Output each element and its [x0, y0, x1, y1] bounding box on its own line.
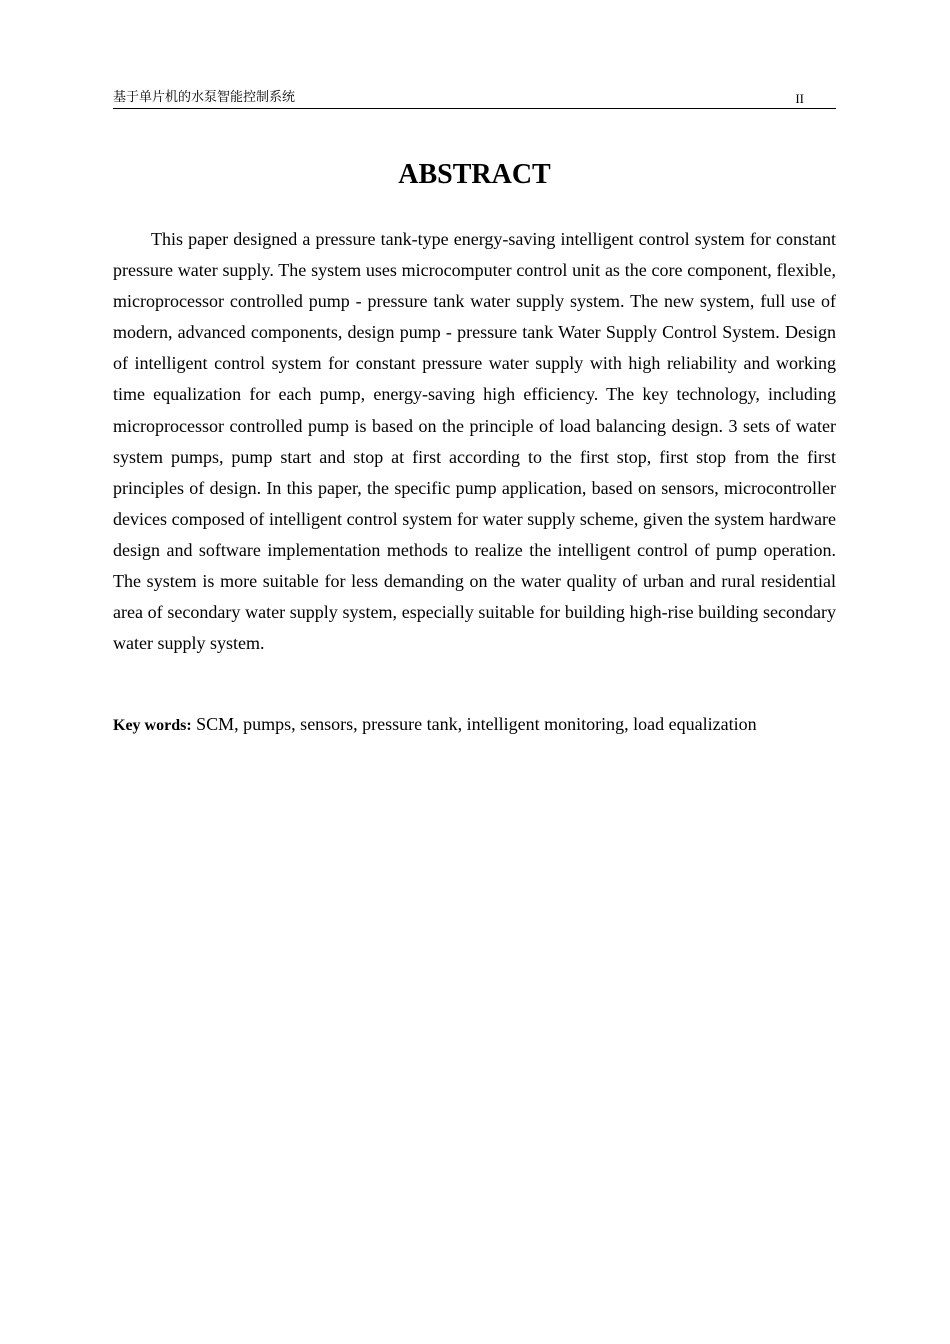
- abstract-heading: ABSTRACT: [398, 159, 551, 190]
- page-header: [113, 90, 836, 109]
- keywords-line: [113, 710, 836, 740]
- page-number: II: [795, 91, 804, 106]
- abstract-body: This paper designed a pressure tank-type energy-saving intelligent control system for constant pressure water supply. The system uses microcomputer control unit as the core component, flexible, microprocessor controlled pump - pressure tank water supply system. The new system, full use of modern, advanced components, design pump - pressure tank Water Supply Control System. Design of intelligent control system for constant pressure water supply with high reliability and working time equalization for each pump, energy-saving high efficiency. The key technology, including microprocessor controlled pump is based on the principle of load balancing design. 3 sets of water system pumps, pump start and stop at first according to the first stop, first stop from the first principles of design. In this paper, the specific pump application, based on sensors, microcontroller devices composed of intelligent control system for water supply scheme, given the system hardware design and software implementation methods to realize the intelligent control of pump operation. The system is more suitable for less demanding on the water quality of urban and rural residential area of secondary water supply system, especially suitable for building high-rise building secondary water supply system.: [113, 229, 836, 654]
- keywords-text: SCM, pumps, sensors, pressure tank, intelligent monitoring, load equalization: [196, 714, 757, 734]
- header-title: 基于单片机的水泵智能控制系统: [113, 90, 296, 105]
- keywords-label: Key words:: [113, 717, 192, 734]
